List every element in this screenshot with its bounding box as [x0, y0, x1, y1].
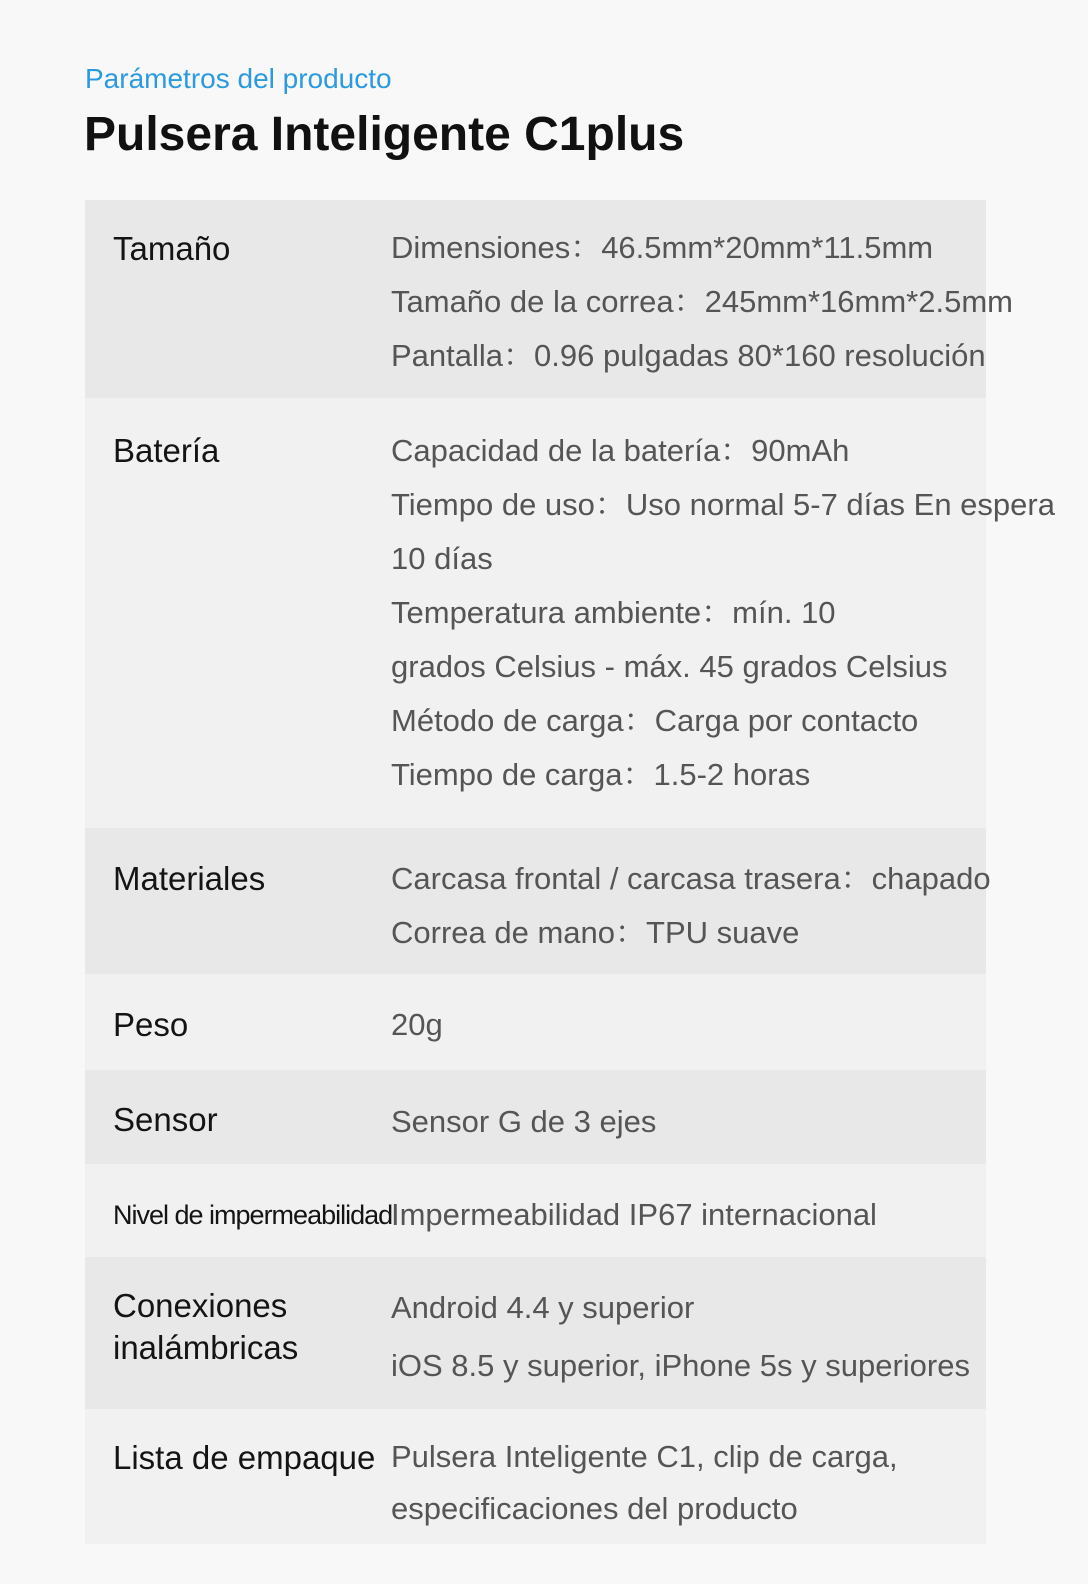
spec-value-line: 20g [391, 1007, 443, 1042]
spec-values-waterproof [391, 1188, 974, 1242]
spec-label-sensor: Sensor [113, 1101, 218, 1138]
spec-value-line: Tiempo de uso：Uso normal 5-7 días En espera [391, 487, 1055, 522]
spec-label-line: inalámbricas [113, 1329, 299, 1366]
spec-value-line: iOS 8.5 y superior, iPhone 5s y superiores [391, 1348, 970, 1383]
spec-row-wireless [85, 1257, 986, 1409]
spec-value-line: Tiempo de carga：1.5-2 horas [391, 757, 811, 792]
product-title: Pulsera Inteligente C1plus [84, 108, 685, 161]
spec-value-line: Impermeabilidad IP67 internacional [391, 1197, 877, 1232]
spec-row-package [85, 1409, 986, 1544]
section-subtitle: Parámetros del producto [85, 63, 392, 94]
spec-label-line: Conexiones [113, 1287, 288, 1324]
spec-value-line: especificaciones del producto [391, 1491, 798, 1526]
spec-table [85, 200, 1055, 1544]
spec-value-line: Android 4.4 y superior [391, 1290, 695, 1325]
spec-label-size: Tamaño [113, 230, 231, 267]
spec-values-materials [391, 852, 991, 960]
spec-row-materials [85, 828, 991, 974]
spec-row-size [85, 200, 1013, 398]
spec-value-line: Tamaño de la correa：245mm*16mm*2.5mm [391, 284, 1013, 319]
spec-values-size [391, 221, 1013, 383]
spec-value-line: Método de carga：Carga por contacto [391, 703, 919, 738]
spec-row-sensor [85, 1070, 986, 1164]
spec-label-wireless [113, 1285, 373, 1369]
spec-values-weight [391, 998, 974, 1052]
spec-value-line: Temperatura ambiente：mín. 10 [391, 595, 836, 630]
spec-value-line: 10 días [391, 541, 493, 576]
spec-value-line: Correa de mano：TPU suave [391, 915, 800, 950]
spec-values-package [391, 1431, 974, 1535]
spec-value-line: Capacidad de la batería：90mAh [391, 433, 850, 468]
spec-row-waterproof [85, 1164, 986, 1257]
spec-label-weight: Peso [113, 1006, 189, 1043]
spec-row-weight [85, 974, 986, 1070]
spec-value-line: Pantalla：0.96 pulgadas 80*160 resolución [391, 338, 986, 373]
spec-row-battery [85, 398, 1055, 828]
spec-label-battery: Batería [113, 432, 220, 469]
spec-values-battery [391, 424, 1055, 802]
spec-value-line: grados Celsius - máx. 45 grados Celsius [391, 649, 948, 684]
spec-values-wireless [391, 1279, 974, 1395]
spec-value-line: Carcasa frontal / carcasa trasera：chapado [391, 861, 991, 896]
spec-values-sensor [391, 1095, 974, 1149]
spec-value-line: Sensor G de 3 ejes [391, 1104, 657, 1139]
spec-value-line: Dimensiones：46.5mm*20mm*11.5mm [391, 230, 934, 265]
spec-value-line: Pulsera Inteligente C1, clip de carga, [391, 1439, 898, 1474]
spec-label-waterproof: Nivel de impermeabilidad [113, 1200, 393, 1230]
spec-label-materials: Materiales [113, 860, 266, 897]
spec-label-package: Lista de empaque [113, 1439, 376, 1476]
